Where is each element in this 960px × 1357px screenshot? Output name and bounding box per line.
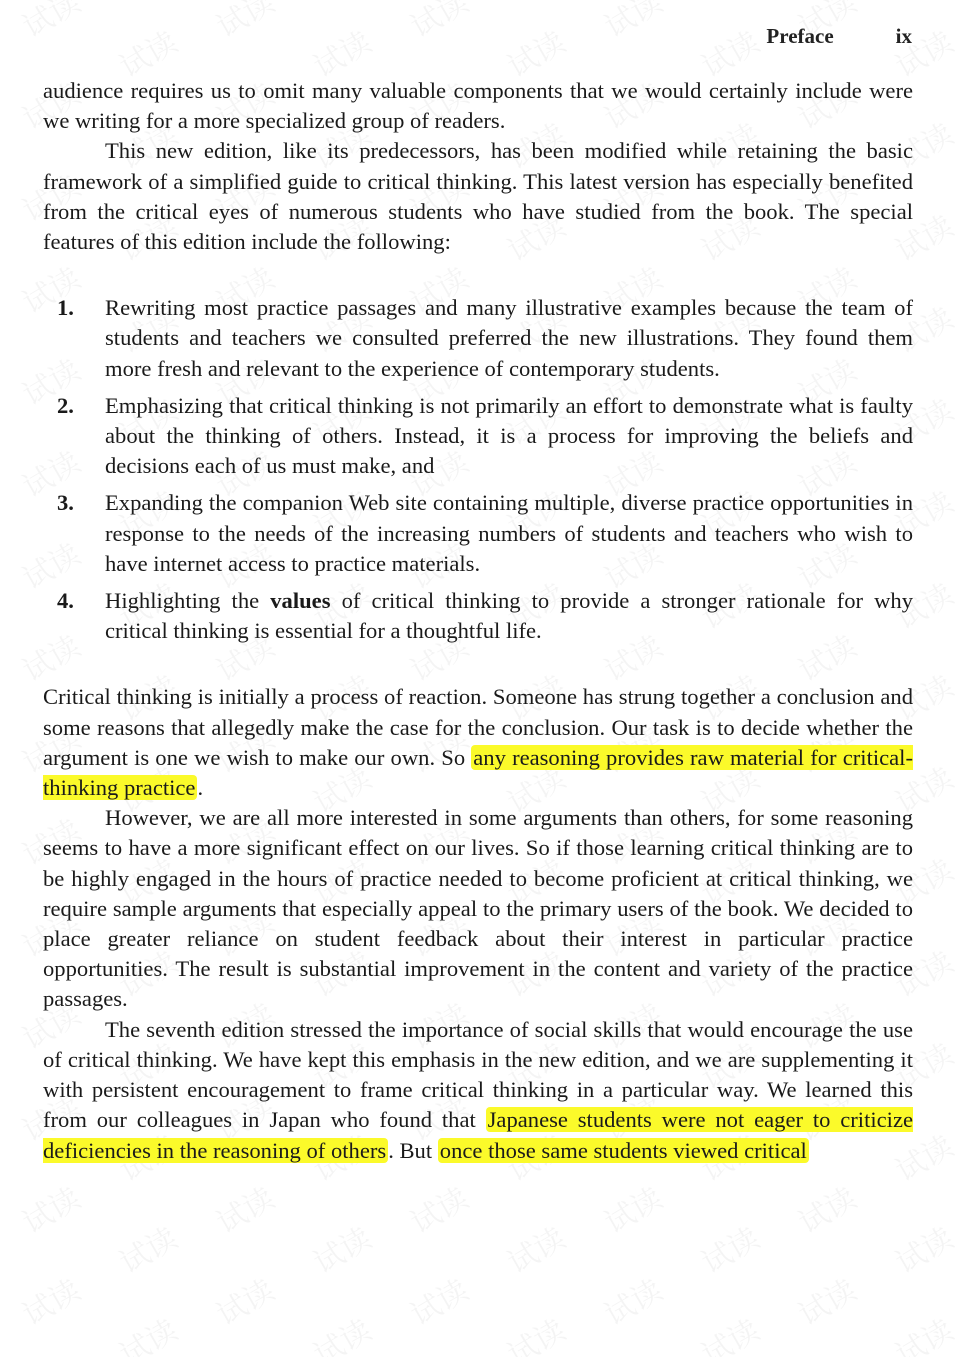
values-emphasis: values xyxy=(270,588,331,614)
list-item-text: Emphasizing that critical thinking is not primarily an effort to demonstrate what is faulty about the thinking of others. Instead, it is a process for improving the beliefs and decisions each of us must make, and xyxy=(105,392,913,479)
watermark-mark xyxy=(401,0,475,46)
list-number: 4. xyxy=(57,588,74,614)
highlighted-text: Japanese students were not eager to criticize deficiencies in the reasoning of others xyxy=(43,1107,914,1163)
watermark-mark xyxy=(789,1174,863,1242)
watermark-mark xyxy=(886,1306,960,1357)
watermark-mark xyxy=(13,1266,87,1334)
text-run: The seventh edition stressed the importance of social skills that would encourage the use of critical thinking. We have kept this emphasis in the new edition, and we are supplementing it with persistent encouragement to frame critical thinking in a particular way. We learned this from our colleagues in Japan who found that xyxy=(43,1016,913,1133)
watermark-mark xyxy=(13,1174,87,1242)
watermark-mark xyxy=(886,1214,960,1282)
watermark-mark xyxy=(401,1266,475,1334)
highlighted-text: once those same students viewed critical xyxy=(439,1137,807,1163)
features-list xyxy=(43,293,913,646)
watermark-mark xyxy=(110,1306,184,1357)
text-run: . But xyxy=(388,1137,438,1163)
watermark-mark xyxy=(304,1306,378,1357)
watermark-mark xyxy=(304,1214,378,1282)
watermark-mark xyxy=(207,1174,281,1242)
paragraph-continued: audience requires us to omit many valuable components that we would certainly include were we writing for a more specialized group of readers. xyxy=(43,78,913,134)
paragraph-new-edition: This new edition, like its predecessors, has been modified while retaining the basic framework of a simplified guide to critical thinking. This latest version has especially benefited from the critical eyes of numerous students who have studied from the book. The special features of this edition include the following: xyxy=(43,138,913,255)
watermark-mark xyxy=(692,1306,766,1357)
list-item-text xyxy=(105,586,913,646)
highlighted-text: any reasoning provides raw material for critical-thinking practice xyxy=(43,744,913,801)
list-number: 3. xyxy=(57,490,74,516)
watermark-mark xyxy=(13,0,87,46)
list-item xyxy=(43,586,913,646)
page-number: ix xyxy=(895,24,912,48)
list-item-text: Rewriting most practice passages and many illustrative examples because the team of students and teachers we consulted preferred the new illustrations. They found them more fresh and relevant to the experience of contemporary students. xyxy=(105,295,913,381)
paragraph-seventh-edition xyxy=(43,1015,913,1166)
list-number: 1. xyxy=(57,295,74,321)
text-run: Critical thinking is initially a process of reaction. Someone has strung together a conclusion and some reasons that allegedly make the case for the conclusion. Our task is to decide whether the argument is one we wish to make our own. So xyxy=(43,684,913,770)
watermark-mark xyxy=(207,1266,281,1334)
watermark-mark xyxy=(789,1266,863,1334)
watermark-mark xyxy=(595,0,669,46)
watermark-mark xyxy=(692,1214,766,1282)
watermark-mark xyxy=(595,1266,669,1334)
text-run: . xyxy=(197,775,204,801)
list-item-text-post: of critical thinking to provide a stronger rationale for why critical thinking is essential for a thoughtful life. xyxy=(105,588,913,644)
watermark-mark xyxy=(110,1214,184,1282)
list-number: 2. xyxy=(57,392,74,418)
list-item xyxy=(43,293,913,384)
paragraph-engagement: However, we are all more interested in some arguments than others, for some reasoning seems to have a more significant effect on our lives. So if those learning critical thinking are to be highly engaged in the hours of practice needed to become proficient at critical thinking, we require sample arguments that especially appeal to the primary users of the book. We decided to place greater reliance on student feedback about their interest in particular practice opportunities. The result is substantial improvement in the content and variety of the practice passages. xyxy=(43,805,913,1012)
watermark-mark xyxy=(498,1214,572,1282)
paragraph-reaction xyxy=(43,682,913,803)
page-body xyxy=(43,76,913,1166)
running-header xyxy=(766,24,912,49)
watermark-mark xyxy=(498,1306,572,1357)
list-item-text: Expanding the companion Web site containing multiple, diverse practice opportunities in response to the needs of the increasing numbers of students and teachers who wish to have internet access to practice materials. xyxy=(105,490,913,576)
list-item-text-pre: Highlighting the xyxy=(105,588,271,614)
list-item xyxy=(43,488,913,579)
watermark-mark xyxy=(595,1174,669,1242)
list-item xyxy=(43,391,913,482)
watermark-mark xyxy=(401,1174,475,1242)
watermark-mark xyxy=(207,0,281,46)
section-title: Preface xyxy=(766,24,834,48)
